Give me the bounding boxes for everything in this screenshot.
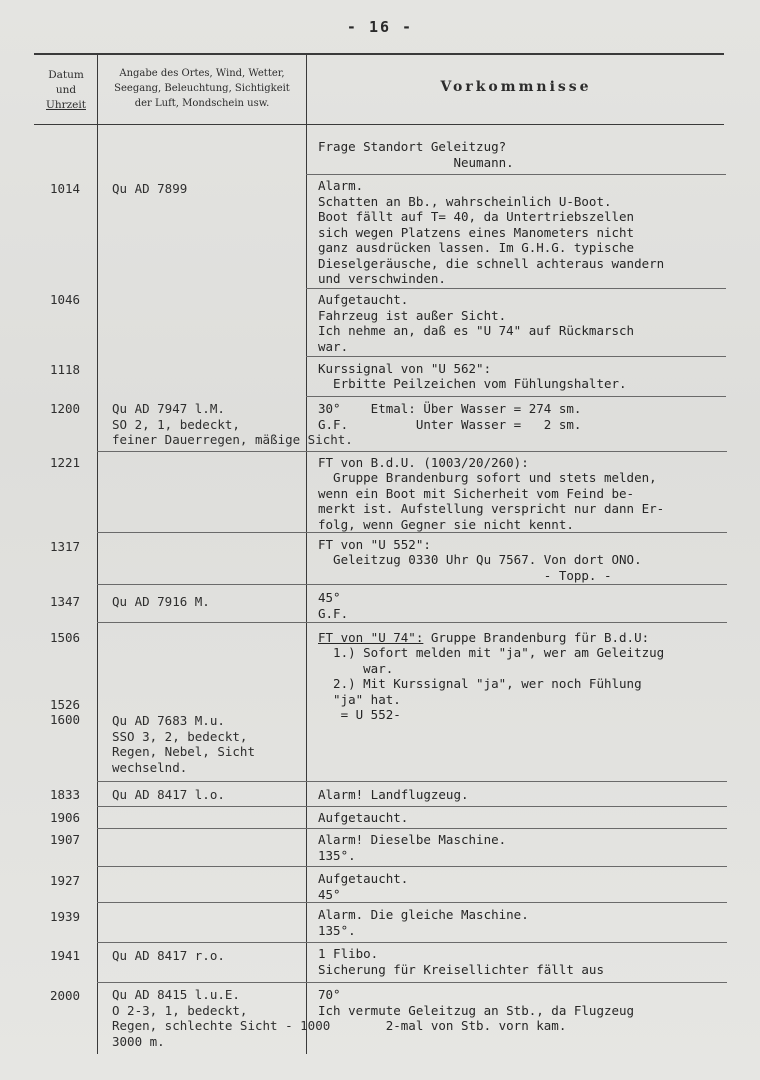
header-datum-line3: Uhrzeit — [46, 99, 86, 111]
log-entry-time: 1941 — [49, 948, 81, 963]
entry-separator — [97, 942, 727, 943]
log-entry-time: 1046 — [49, 292, 81, 307]
log-entry-event: Aufgetaucht. 45° — [318, 871, 409, 902]
log-entry-event: Alarm. Die gleiche Maschine. 135°. — [318, 907, 529, 938]
log-entry-time: 1118 — [49, 362, 81, 377]
entry-separator — [97, 584, 727, 585]
page-number: - 16 - — [346, 18, 414, 36]
log-entry-place: Qu AD 8417 r.o. — [112, 948, 225, 963]
entry-separator — [97, 781, 727, 782]
column-divider-1 — [97, 54, 98, 1054]
log-entry-time: 1906 — [49, 810, 81, 825]
log-entry-place: Qu AD 8417 l.o. — [112, 787, 225, 802]
log-entry-event: 1.) Sofort melden mit "ja", wer am Geleitzug war. 2.) Mit Kurssignal "ja", wer noch Fühlung "ja" hat. = U 552- — [333, 645, 665, 722]
log-entry-event: Erbitte Peilzeichen vom Fühlungshalter. — [318, 376, 627, 391]
log-entry-event: 1 Flibo. Sicherung für Kreisellichter fällt aus — [318, 946, 604, 977]
log-entry-event: Alarm! Landflugzeug. — [318, 787, 469, 802]
log-entry-event: Alarm! Dieselbe Maschine. 135°. — [318, 832, 507, 863]
log-entry-event-title: FT von B.d.U. (1003/20/260): — [318, 455, 529, 470]
header-angabe-line3: der Luft, Mondschein usw. — [134, 98, 270, 109]
header-datum — [36, 68, 96, 113]
log-entry-time: 1833 — [49, 787, 81, 802]
log-entry-place: Qu AD 7916 M. — [112, 594, 210, 609]
log-entry-place: Qu AD 7899 — [112, 181, 188, 196]
entry-separator — [97, 866, 727, 867]
log-entry-place: Qu AD 7947 l.M. SO 2, 1, bedeckt, feiner Dauerregen, mäßige Sicht. — [112, 401, 353, 447]
entry-separator — [97, 622, 727, 623]
log-entry-event: 70° Ich vermute Geleitzug an Stb., da Flugzeug 2-mal von Stb. vorn kam. — [318, 987, 635, 1033]
table-top-rule — [34, 53, 724, 55]
log-entry-event-title: FT von "U 74": — [318, 630, 424, 645]
log-entry-place: Qu AD 7683 M.u. SSO 3, 2, bedeckt, Regen, Nebel, Sicht wechselnd. — [112, 713, 255, 775]
log-entry-time: 1347 — [49, 594, 81, 609]
log-entry-event: Alarm. Schatten an Bb., wahrscheinlich U-Boot. Boot fällt auf T= 40, da Untertriebszellen sich wegen Platzens eines Manometers nicht ganz ausdrücken lassen. Im G.H.G. typische Dieselgeräusche, die schnell achteraus wandern und verschwinden. — [318, 178, 665, 286]
entry-separator — [97, 828, 727, 829]
log-entry-event: Aufgetaucht. — [318, 810, 409, 825]
log-entry-place: Qu AD 8415 l.u.E. O 2-3, 1, bedeckt, Regen, schlechte Sicht - 1000 3000 m. — [112, 987, 331, 1049]
log-entry-event-title-line — [318, 630, 748, 646]
entry-separator — [97, 451, 727, 452]
log-entry-event: 30° Etmal: Über Wasser = 274 sm. G.F. Unter Wasser = 2 sm. — [318, 401, 582, 432]
header-vorkommnisse: Vorkommnisse — [440, 79, 592, 95]
log-entry-event: Aufgetaucht. Fahrzeug ist außer Sicht. Ich nehme an, daß es "U 74" auf Rückmarsch war. — [318, 292, 635, 354]
log-entry-time: 1526 1600 — [49, 697, 81, 727]
entry-separator — [306, 356, 726, 357]
log-entry-event-title: Kurssignal von "U 562": — [318, 361, 492, 376]
log-entry-time: 2000 — [49, 988, 81, 1003]
log-entry-event: Geleitzug 0330 Uhr Qu 7567. Von dort ONO. - Topp. - — [333, 552, 642, 583]
log-entry-time: 1907 — [49, 832, 81, 847]
entry-separator — [97, 902, 727, 903]
header-angabe-line1: Angabe des Ortes, Wind, Wetter, — [119, 68, 285, 79]
log-entry-time: 1506 — [49, 630, 81, 645]
entry-separator — [306, 396, 726, 397]
entry-separator — [97, 532, 727, 533]
header-bottom-rule — [34, 124, 724, 125]
column-divider-2 — [306, 54, 307, 1054]
log-entry-time: 1221 — [49, 455, 81, 470]
log-entry-event: Gruppe Brandenburg sofort und stets melden, wenn ein Boot mit Sicherheit vom Feind be- merkt ist. Aufstellung verspricht nur dann Er- folg, wenn Gegner sie nicht kennt. — [318, 470, 665, 532]
header-angabe — [100, 66, 304, 111]
entry-separator — [97, 806, 727, 807]
log-entry-event: 45° G.F. — [318, 590, 349, 621]
entry-separator — [97, 982, 727, 983]
header-angabe-line2: Seegang, Beleuchtung, Sichtigkeit — [114, 83, 290, 94]
log-entry-time: 1014 — [49, 181, 81, 196]
log-entry-time: 1200 — [49, 401, 81, 416]
header-datum-line2: und — [55, 84, 77, 96]
entry-separator — [306, 288, 726, 289]
log-entry-time: 1939 — [49, 909, 81, 924]
log-entry-time: 1317 — [49, 539, 81, 554]
entry-separator — [306, 174, 726, 175]
log-entry-event-title-rest: Gruppe Brandenburg für B.d.U: — [423, 630, 650, 645]
log-entry-time: 1927 — [49, 873, 81, 888]
header-datum-line1: Datum — [48, 69, 84, 81]
log-entry-event: Frage Standort Geleitzug? Neumann. — [318, 139, 514, 170]
log-entry-event-title: FT von "U 552": — [318, 537, 431, 552]
